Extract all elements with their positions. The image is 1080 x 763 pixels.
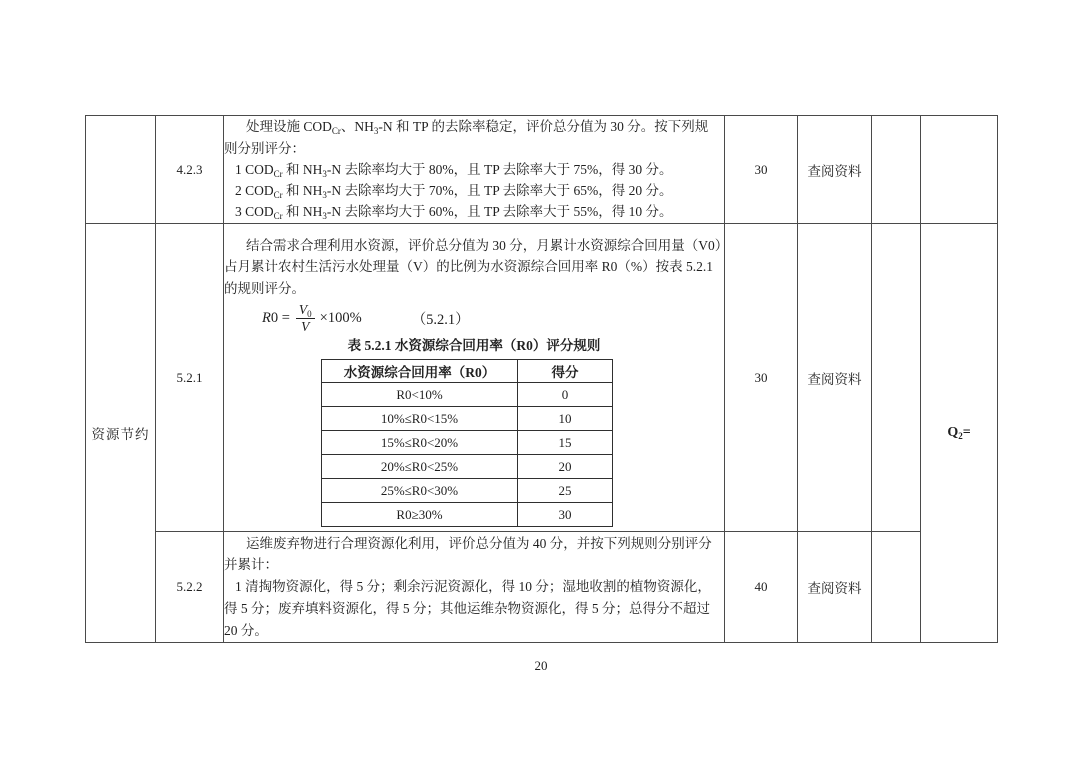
category-cell-blank <box>86 116 156 224</box>
description-cell <box>224 224 729 532</box>
item-id-cell: 4.2.3 <box>156 116 224 224</box>
rate-range-cell: 15%≤R0<20% <box>322 431 518 455</box>
method-cell: 查阅资料 <box>798 224 872 532</box>
equation-number: （5.2.1） <box>411 311 470 328</box>
scoring-rules-table <box>321 359 613 527</box>
q-result-cell: $Q_2=$ <box>921 224 998 643</box>
description-line: 得 5 分；废弃填料资源化，得 5 分；其他运维杂物资源化，得 5 分；总得分不超过 <box>224 600 710 616</box>
rate-score-cell: 25 <box>518 479 613 503</box>
item-id-cell: 5.2.1 <box>156 224 224 532</box>
description-text <box>224 235 729 300</box>
sub-table-header-score: 得分 <box>518 360 613 383</box>
rate-score-cell: 20 <box>518 455 613 479</box>
description-line: 2 $COD_{Cr}$ 和 $NH_3-N$ 去除率均大于 70%，且 TP 去除率大于 65%，得 20 分。 <box>235 183 673 201</box>
description-line: 1 清掏物资源化，得 5 分；剩余污泥资源化，得 10 分；湿地收割的植物资源化， <box>235 579 711 595</box>
page-number: 20 <box>534 658 548 673</box>
result-cell-blank <box>921 116 998 224</box>
description-line: 结合需求合理利用水资源，评价总分值为 30 分，月累计水资源综合回用量（V0） <box>246 237 729 253</box>
blank-cell <box>872 224 921 532</box>
description-line: 并累计： <box>224 557 278 573</box>
formula-denominator: V <box>301 319 310 335</box>
formula-rhs: ×100% <box>319 309 362 326</box>
score-cell: 40 <box>725 532 798 643</box>
rate-score-cell: 10 <box>518 407 613 431</box>
rate-score-cell: 0 <box>518 383 613 407</box>
description-line: 处理设施 $COD_{Cr}$、$NH_3-N$ 和 TP 的去除率稳定，评价总分值为 30 分。按下列规 <box>246 119 709 137</box>
rate-range-cell: 10%≤R0<15% <box>322 407 518 431</box>
rate-score-cell: 30 <box>518 503 613 527</box>
sub-table-header-rate: 水资源综合回用率（R0） <box>322 360 518 383</box>
method-cell: 查阅资料 <box>798 532 872 643</box>
rate-range-cell: 25%≤R0<30% <box>322 479 518 503</box>
sub-table-row <box>322 479 613 503</box>
table-row-522 <box>86 532 998 643</box>
description-line: 则分别评分： <box>224 140 305 156</box>
description-line: 3 $COD_{Cr}$ 和 $NH_3-N$ 去除率均大于 60%，且 TP 去除率大于 55%，得 10 分。 <box>235 204 673 222</box>
description-line: 20 分。 <box>224 622 268 638</box>
description-cell <box>224 116 725 224</box>
evaluation-table <box>85 115 998 643</box>
formula-521 <box>262 302 724 334</box>
description-line: 1 $COD_{Cr}$ 和 $NH_3-N$ 去除率均大于 80%，且 TP 去除率大于 75%，得 30 分。 <box>235 161 673 179</box>
sub-table-row <box>322 431 613 455</box>
description-line: 运维废弃物进行合理资源化利用，评价总分值为 40 分，并按下列规则分别评分 <box>246 535 712 551</box>
description-text <box>224 116 724 222</box>
rate-range-cell: 20%≤R0<25% <box>322 455 518 479</box>
formula-fraction <box>296 302 315 334</box>
table-row-521 <box>86 224 998 532</box>
sub-table-header-row <box>322 360 613 383</box>
table-row-423 <box>86 116 998 224</box>
method-cell: 查阅资料 <box>798 116 872 224</box>
sub-table-caption: 表 5.2.1 水资源综合回用率（R0）评分规则 <box>347 338 601 354</box>
description-cell <box>224 532 725 643</box>
rate-score-cell: 15 <box>518 431 613 455</box>
item-id-cell: 5.2.2 <box>156 532 224 643</box>
blank-cell <box>872 532 921 643</box>
score-cell: 30 <box>725 116 798 224</box>
description-line: 的规则评分。 <box>224 280 305 296</box>
blank-cell <box>872 116 921 224</box>
score-cell: 30 <box>725 224 798 532</box>
sub-table-row <box>322 383 613 407</box>
formula-numerator: $V_0$ <box>296 302 315 319</box>
description-line: 占月累计农村生活污水处理量（V）的比例为水资源综合回用率 R0（%）按表 5.2.1 <box>224 259 713 275</box>
formula-lhs: R0 = <box>262 309 290 326</box>
rate-range-cell: R0<10% <box>322 383 518 407</box>
category-cell: 资源节约 <box>86 224 156 643</box>
rate-range-cell: R0≥30% <box>322 503 518 527</box>
description-text <box>224 533 724 642</box>
sub-table-row <box>322 455 613 479</box>
sub-table-row <box>322 407 613 431</box>
sub-table-row <box>322 503 613 527</box>
